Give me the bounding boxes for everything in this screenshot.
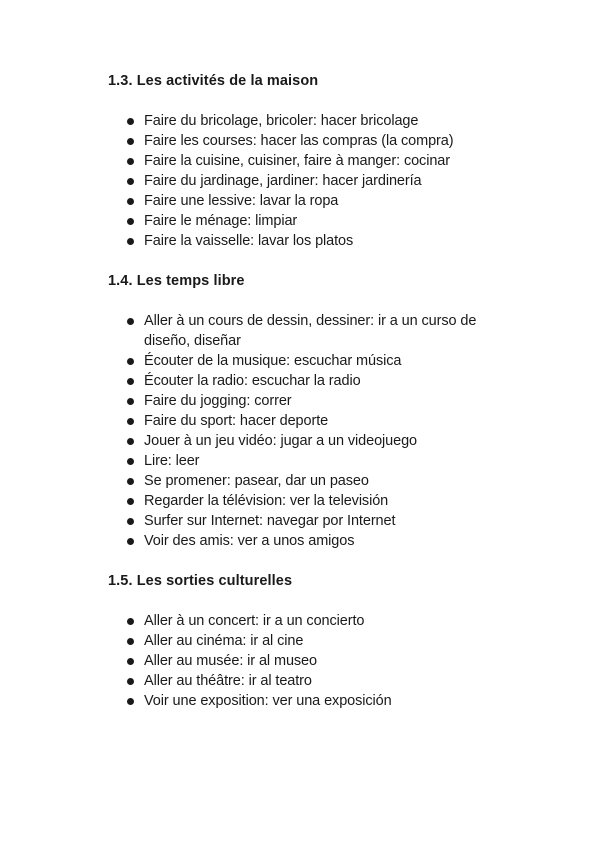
bullet-icon <box>127 698 134 705</box>
bullet-icon <box>127 538 134 545</box>
bullet-icon <box>127 618 134 625</box>
list-item: Voir une exposition: ver una exposición <box>108 691 508 711</box>
bullet-icon <box>127 458 134 465</box>
free-time-list <box>108 311 508 551</box>
house-activities-list <box>108 111 508 251</box>
list-item: Aller au théâtre: ir al teatro <box>108 671 508 691</box>
section-title-cultural-outings: 1.5. Les sorties culturelles <box>108 573 293 589</box>
list-item: Aller au musée: ir al museo <box>108 651 508 671</box>
bullet-icon <box>127 318 134 325</box>
cultural-outings-list <box>108 611 508 711</box>
list-item: Voir des amis: ver a unos amigos <box>108 531 508 551</box>
list-item: Faire une lessive: lavar la ropa <box>108 191 508 211</box>
bullet-icon <box>127 238 134 245</box>
bullet-icon <box>127 478 134 485</box>
bullet-icon <box>127 158 134 165</box>
list-item: Écouter de la musique: escuchar música <box>108 351 508 371</box>
bullet-icon <box>127 398 134 405</box>
bullet-icon <box>127 658 134 665</box>
list-item: Aller à un concert: ir a un concierto <box>108 611 508 631</box>
bullet-icon <box>127 438 134 445</box>
list-item: Jouer à un jeu vidéo: jugar a un videojuego <box>108 431 508 451</box>
list-item: Faire du bricolage, bricoler: hacer bricolage <box>108 111 508 131</box>
list-item: Surfer sur Internet: navegar por Internet <box>108 511 508 531</box>
list-item: Écouter la radio: escuchar la radio <box>108 371 508 391</box>
list-item: Faire du jogging: correr <box>108 391 508 411</box>
bullet-icon <box>127 678 134 685</box>
list-item: Faire la vaisselle: lavar los platos <box>108 231 508 251</box>
list-item: Regarder la télévision: ver la televisión <box>108 491 508 511</box>
list-item: Se promener: pasear, dar un paseo <box>108 471 508 491</box>
bullet-icon <box>127 218 134 225</box>
bullet-icon <box>127 118 134 125</box>
list-item: Lire: leer <box>108 451 508 471</box>
bullet-icon <box>127 378 134 385</box>
section-title-house-activities: 1.3. Les activités de la maison <box>108 73 319 89</box>
bullet-icon <box>127 638 134 645</box>
bullet-icon <box>127 498 134 505</box>
list-item: Faire du sport: hacer deporte <box>108 411 508 431</box>
bullet-icon <box>127 518 134 525</box>
section-title-free-time: 1.4. Les temps libre <box>108 273 245 289</box>
list-item: Faire le ménage: limpiar <box>108 211 508 231</box>
list-item: Faire les courses: hacer las compras (la compra) <box>108 131 508 151</box>
list-item: Faire du jardinage, jardiner: hacer jardinería <box>108 171 508 191</box>
bullet-icon <box>127 178 134 185</box>
bullet-icon <box>127 418 134 425</box>
bullet-icon <box>127 198 134 205</box>
bullet-icon <box>127 138 134 145</box>
list-item: Aller au cinéma: ir al cine <box>108 631 508 651</box>
bullet-icon <box>127 358 134 365</box>
list-item: Faire la cuisine, cuisiner, faire à manger: cocinar <box>108 151 508 171</box>
list-item: Aller à un cours de dessin, dessiner: ir a un curso de diseño, diseñar <box>108 311 508 351</box>
